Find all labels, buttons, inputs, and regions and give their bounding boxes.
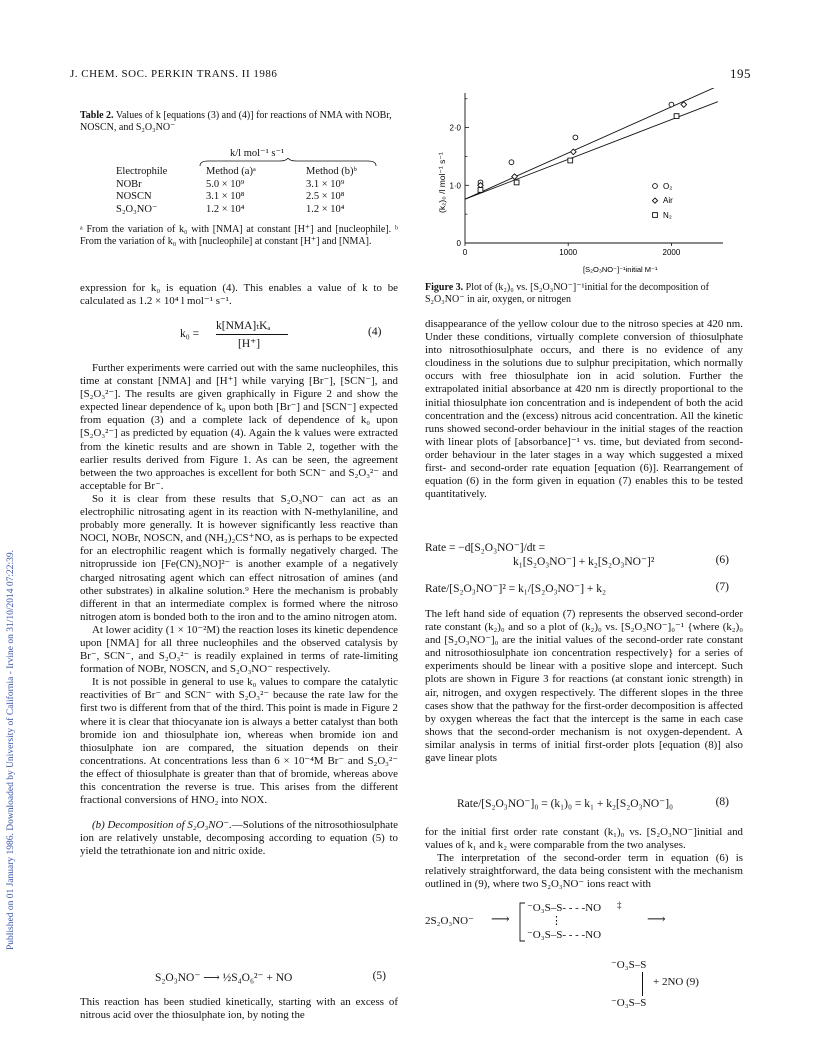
legend-label-o2: O₂ [663, 182, 673, 191]
data-point-n2 [568, 158, 573, 163]
running-header: J. CHEM. SOC. PERKIN TRANS. II 1986 [70, 68, 278, 80]
data-point-o2 [669, 102, 674, 107]
data-point-n2 [514, 180, 519, 185]
paragraph: for the initial first order rate constant (k₁)₀ vs. [S₂O₃NO⁻]initial and values of k₁ and k₂ were comparable from the two analyses. [425, 826, 743, 852]
equation-7: Rate/[S₂O₃NO⁻]² = k₁/[S₂O₃NO⁻] + k₂ (7) [425, 581, 729, 595]
data-table [112, 166, 361, 216]
page-number: 195 [730, 66, 751, 81]
table-footnote: ᵃ From the variation of k₀ with [NMA] at constant [H⁺] and [nucleophile]. ᵇ From the variation of k₀ with [nucleophile] at constant [H⁺] and [NMA]. [80, 224, 398, 247]
data-point-air [512, 174, 518, 180]
bond-line [642, 972, 643, 996]
paragraph: It is not possible in general to use k₀ values to compare the catalytic reactivities of Br⁻ and SCN⁻ with S₂O₃²⁻ because the rate law for the first two is different from that of the third. This point is made in Figure 2 where it is clear that thiocyanate ion is always a better catalyst than both bromide ion and thiosulphate ion, whereas when bromide ion and thiosulphate ion are compared, the situation depends on their concentrations. At concentrations less than 6 × 10⁻⁴M Br⁻ and S₂O₃²⁻ the effect of thiosulphate is greater than that of bromide, whereas above this concentration the reverse is true. This arises from the different fractional conversions of HNO₂ into NOX. [80, 676, 398, 807]
reaction-arrow: ⟶ [491, 911, 510, 926]
figure-3-chart [425, 88, 745, 278]
data-point-n2 [478, 188, 483, 193]
table-caption: Table 2. Values of k [equations (3) and (4)] for reactions of NMA with NOBr, NOSCN, and S₂O₃NO⁻ [80, 110, 392, 133]
y-tick-label: 0 [456, 239, 461, 248]
paragraph: The left hand side of equation (7) represents the observed second-order rate constant (k₂)₀ and so a plot of (k₂)₀ vs. [S₂O₃NO⁻]₀⁻¹ {where (k₂)₀ and [S₂O₃NO⁻]₀ are the initial values of the second-order rate constant and nitrosothiosulphate ion concentration respectively} for a series of experiments should be linear with a positive slope and intercept. Such plots are shown in Figure 3 for reactions (at constant ionic strength) in air, nitrogen, and oxygen respectively. The different slopes in the three cases show that the pathway for the first-order decomposition is affected by oxygen whereas the fact that the intercept is the same in each case shows that the second-order mechanism is not oxygen-dependent. A similar analysis in terms of initial first-order plots [equation (8)] also gave linear plots [425, 608, 743, 765]
reaction-scheme-9: 2S₂O₃NO⁻ ⟶ ⁻O₃S–S- - - -NO ⋮ ⁻O₃S–S- - - -NO ‡ ⟶ ⁻O₃S–S ⁻O₃S–S + 2NO (9) [425, 900, 699, 1009]
y-tick-label: 2·0 [449, 123, 461, 133]
table-header-row: Electrophile Method (a)ᵃ Method (b)ᵇ [116, 166, 357, 177]
paragraph: This reaction has been studied kinetically, starting with an excess of nitrous acid over the thiosulphate ion, by noting the [80, 996, 398, 1022]
fit-line [465, 102, 718, 199]
data-point-n2 [674, 114, 679, 119]
table-unit-header: k/l mol⁻¹ s⁻¹ [230, 148, 285, 159]
paragraph: expression for k₀ is equation (4). This enables a value of k to be calculated as 1.2 × 10⁴ l mol⁻¹ s⁻¹. [80, 282, 398, 308]
paragraph: Further experiments were carried out with the same nucleophiles, this time at constant [NMA] and [H⁺] while varying [Br⁻], [SCN⁻], and [S₂O₃²⁻]. The results are given graphically in Figure 2 and show the expected linear dependence of k₀ upon both [Br⁻] and [SCN⁻] expected from equation (3) and a complete lack of dependence of k₀ upon [S₂O₃²⁻] as predicted by equation (4). Again the k values were extracted from the kinetic results and are shown in Table 2, together with the earlier results derived from Figure 1. As can be seen, the agreement between the two approaches is excellent for both SCN⁻ and S₂O₃²⁻ and acceptable for Br⁻. [80, 362, 398, 492]
right-column [425, 318, 743, 501]
left-column-end [80, 996, 398, 1022]
x-axis-label: [S₂O₃NO⁻]⁻¹initial M⁻¹ [583, 265, 658, 274]
paragraph: At lower acidity (1 × 10⁻²M) the reaction loses its kinetic dependence upon [NMA] for all three nucleophiles and the observed catalysis by Br⁻, SCN⁻, and S₂O₃²⁻ is readily explained in terms of rate-limiting formation of NOBr, NOSCN, and S₂O₃NO⁻ respectively. [80, 623, 398, 676]
legend-marker-o2 [653, 184, 658, 189]
y-axis-label: (k₂)₀ /l mol⁻¹ s⁻¹ [437, 152, 447, 213]
paragraph: So it is clear from these results that S₂O₃NO⁻ can act as an electrophilic nitrosating agent in its reaction with N-methylaniline, and probably more generally. It is however significantly less reactive than NOCl, NOBr, NOSCN, and (NH₂)₂CS⁺NO, as is perhaps to be expected for an electrophilic reagent which is formally negatively charged. The nitroprusside ion [Fe(CN)₅NO]²⁻ is another example of a negatively charged nitrosating agent which can effect nitrosation of amines (and other substrates) in alkaline solution.⁹ Here the mechanism is probably different in that an intermediate complex is formed where the nitroso nitrogen atom is bonded both to the iron and to the amino nitrogen atom. [80, 492, 398, 623]
paragraph: The interpretation of the second-order term in equation (6) is relatively straightforward, the data being consistent with the mechanism outlined in (9), where two S₂O₃NO⁻ ions react with [425, 852, 743, 891]
legend-marker-air [652, 198, 657, 203]
charge-mark: ‡ [617, 900, 622, 910]
table-row: S₂O₃NO⁻ 1.2 × 10⁴ 1.2 × 10⁴ [116, 203, 345, 215]
legend [652, 182, 673, 220]
legend-label-n2: N₂ [663, 211, 672, 220]
legend-label-air: Air [663, 196, 673, 205]
publication-sidebar: Published on 01 January 1986. Downloaded by University of California - Irvine on 31/10/2014 07:22:39. [6, 549, 16, 950]
left-column-body [80, 362, 398, 858]
equation-6: Rate = −d[S₂O₃NO⁻]/dt = k₁[S₂O₃NO⁻] + k₂[S₂O₃NO⁻]² (6) [425, 542, 729, 568]
table-row: NOBr 5.0 × 10⁹ 3.1 × 10⁹ [116, 178, 345, 190]
equation-5: S₂O₃NO⁻ ⟶ ½S₄O₆²⁻ + NO (5) [155, 970, 386, 984]
table-row: NOSCN 3.1 × 10⁸ 2.5 × 10⁸ [116, 191, 345, 202]
x-tick-label: 0 [462, 248, 468, 257]
paragraph: (b) Decomposition of S₂O₃NO⁻.—Solutions of the nitrosothiosulphate ion are relatively unstable, decomposing according to equation (5) to yield the tetrathionate ion and nitric oxide. [80, 819, 398, 858]
fraction-bar [216, 334, 288, 335]
right-column-body [425, 608, 743, 765]
x-tick-label: 2000 [662, 248, 681, 257]
right-column-body-2 [425, 826, 743, 891]
x-tick-label: 1000 [559, 248, 578, 257]
data-point-o2 [509, 160, 514, 165]
fit-line [465, 88, 718, 199]
y-tick-label: 1·0 [449, 181, 461, 191]
reaction-arrow-2: ⟶ [647, 911, 666, 926]
data-point-o2 [573, 135, 578, 140]
left-column [80, 282, 398, 308]
legend-marker-n2 [653, 213, 658, 218]
bracket-left [518, 902, 526, 942]
paragraph: disappearance of the yellow colour due to the nitroso species at 420 nm. Under these conditions, virtually complete conversion of thiosulphate into nitrosothiosulphate occurs, and there is no evidence of any cloudiness in the solutions due to sulphur precipitation, which normally occurs with free thiosulphate ion in acid solution. Further the extrapolated initial absorbance at 420 nm is directly proportional to the initial thiosulphate ion concentration and is independent of both the acid concentration and the (excess) nitrous acid concentration. All the kinetic runs showed second-order behaviour in the initial stages of the reaction with linear plots of [absorbance]⁻¹ vs. time, but deviated from second-order behaviour in the later stages in a way which suggested a mixed first- and second-order rate equation [equation (6)]. Rearrangement of equation (6) in the form given in equation (7) enables this to be tested quantitatively. [425, 318, 743, 501]
figure-caption: Figure 3. Plot of (k₂)₀ vs. [S₂O₃NO⁻]⁻¹initial for the decomposition of S₂O₃NO⁻ in air, oxygen, or nitrogen [425, 282, 709, 305]
equation-4: k₀ = k[NMA]ₜKₐ [H⁺] (4) [180, 320, 382, 350]
